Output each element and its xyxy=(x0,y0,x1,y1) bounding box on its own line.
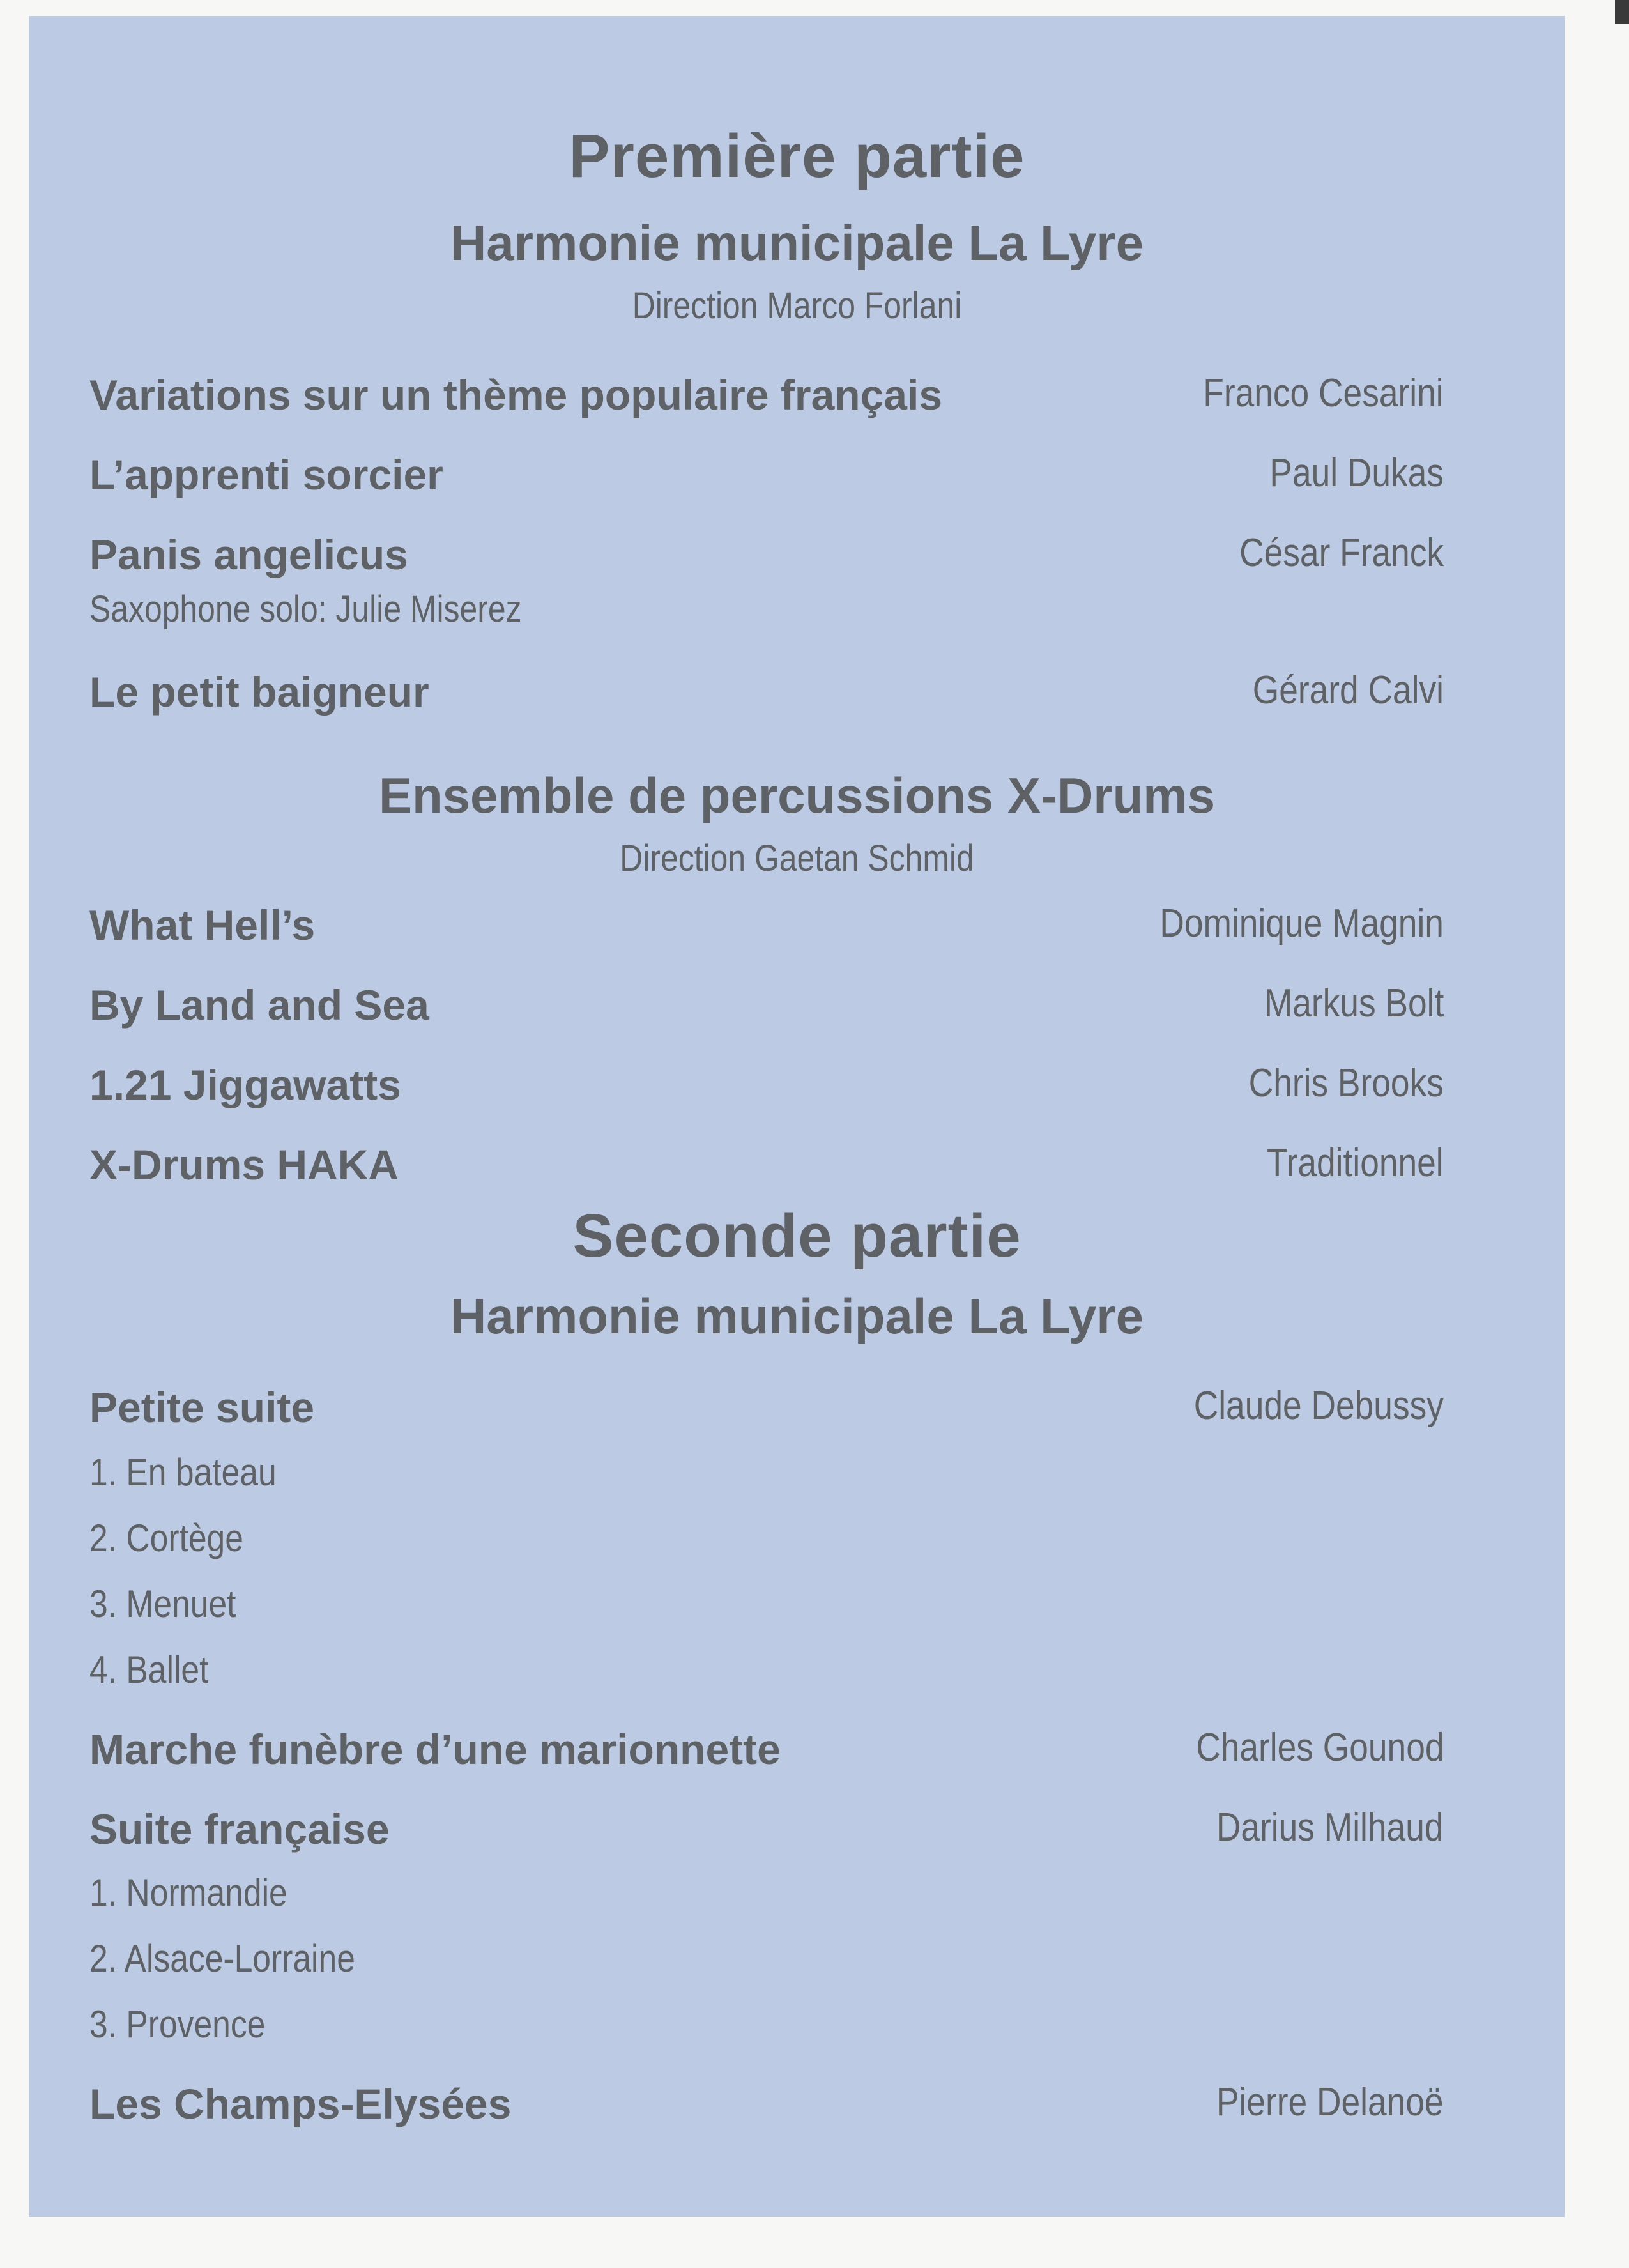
piece-composer: Pierre Delanoë xyxy=(1216,2080,1444,2124)
piece-note: Saxophone solo: Julie Miserez xyxy=(89,588,522,630)
piece-title: 1.21 Jiggawatts xyxy=(89,1061,401,1108)
piece-title: Le petit baigneur xyxy=(89,668,429,716)
movement: 1. En bateau xyxy=(89,1451,277,1494)
piece-composer: Chris Brooks xyxy=(1248,1061,1444,1105)
piece-composer: Charles Gounod xyxy=(1195,1726,1444,1770)
part2-heading: Seconde partie xyxy=(572,1202,1021,1270)
piece-title: Marche funèbre d’une marionnette xyxy=(89,1726,781,1773)
piece-composer: Claude Debussy xyxy=(1193,1384,1444,1428)
piece-title: L’apprenti sorcier xyxy=(89,451,443,498)
piece-composer: Paul Dukas xyxy=(1269,451,1444,495)
part2-ensemble: Harmonie municipale La Lyre xyxy=(450,1288,1144,1344)
movement: 3. Provence xyxy=(89,2003,266,2046)
piece-composer: Franco Cesarini xyxy=(1203,371,1444,415)
percussion-ensemble: Ensemble de percussions X-Drums xyxy=(378,767,1216,824)
piece-title: What Hell’s xyxy=(89,901,316,949)
movement: 1. Normandie xyxy=(89,1871,287,1914)
movement: 2. Alsace-Lorraine xyxy=(89,1937,355,1980)
page-edge-shadow xyxy=(1615,0,1629,24)
piece-composer: Dominique Magnin xyxy=(1159,901,1444,946)
piece-title: Les Champs-Elysées xyxy=(89,2080,512,2127)
piece-title: Suite française xyxy=(89,1805,390,1853)
piece-title: Petite suite xyxy=(89,1384,315,1431)
part1-heading: Première partie xyxy=(569,122,1025,190)
piece-title: Panis angelicus xyxy=(89,531,408,578)
movement: 3. Menuet xyxy=(89,1582,236,1625)
piece-composer: Darius Milhaud xyxy=(1216,1805,1444,1850)
program-card xyxy=(29,16,1565,2217)
piece-title: Variations sur un thème populaire français xyxy=(89,371,943,418)
piece-composer: Markus Bolt xyxy=(1264,981,1444,1025)
movement: 2. Cortège xyxy=(89,1517,243,1559)
piece-composer: Traditionnel xyxy=(1267,1141,1444,1185)
movement: 4. Ballet xyxy=(89,1648,209,1691)
percussion-direction: Direction Gaetan Schmid xyxy=(620,838,974,879)
piece-title: X-Drums HAKA xyxy=(89,1141,399,1188)
piece-title: By Land and Sea xyxy=(89,981,429,1029)
piece-composer: César Franck xyxy=(1239,531,1444,575)
part1-ensemble: Harmonie municipale La Lyre xyxy=(450,215,1144,271)
part1-direction: Direction Marco Forlani xyxy=(632,285,962,326)
piece-composer: Gérard Calvi xyxy=(1252,668,1444,712)
